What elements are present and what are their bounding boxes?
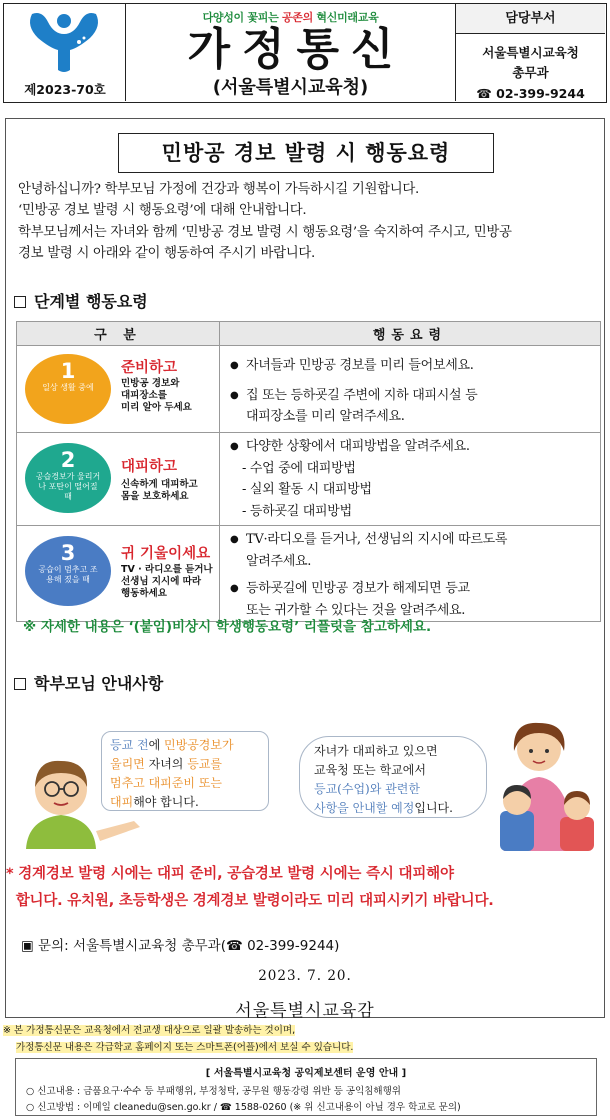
department-name: 서울특별시교육청	[482, 45, 579, 60]
stage-title: 준비하고	[121, 360, 178, 376]
document-title: 민방공 경보 발령 시 행동요령	[118, 133, 494, 173]
intro-line: 경보 발령 시 아래와 같이 행동하여 주시기 바랍니다.	[18, 245, 315, 261]
stage-badge	[25, 354, 111, 424]
action-subitem: - 수업 중에 대피방법	[242, 460, 356, 476]
action-item-continued: 알려주세요.	[246, 553, 312, 569]
department-label: 담당부서	[456, 4, 605, 34]
action-item-continued: 대피장소를 미리 알려주세요.	[246, 409, 405, 424]
logo-cell	[4, 4, 126, 101]
stage-number: 2	[60, 448, 76, 472]
action-item: ● TV·라디오를 듣거나, 선생님의 지시에 따르도록	[230, 529, 592, 551]
table-header-category: 구 분	[17, 322, 220, 346]
intro-line: 안녕하십니까? 학부모님 가정에 건강과 행복이 가득하시길 기원합니다.	[18, 182, 419, 197]
action-item: ● 자녀들과 민방공 경보를 미리 들어보세요.	[230, 355, 592, 377]
section-heading-parents: 학부모님 안내사항	[14, 671, 163, 694]
whistleblower-title: [ 서울특별시교육청 공익제보센터 운영 안내 ]	[205, 1068, 407, 1079]
action-cell	[220, 433, 601, 526]
checkbox-icon	[14, 296, 26, 308]
speech-bubble-right: 자녀가 대피하고 있으면 교육청 또는 학교에서 등교(수업)와 관련한 사항을 안내할 예정입니다.	[299, 736, 487, 818]
speech-bubble-left: 등교 전에 민방공경보가 울리면 자녀의 등교를 멈추고 대피준비 또는 대피해야 합니다.	[101, 731, 269, 811]
whistleblower-box	[15, 1058, 597, 1116]
stage-caption: 공습경보가 울리거나 포탄이 떨어질 때	[35, 472, 101, 501]
checkbox-icon	[14, 678, 26, 690]
stage-number: 3	[60, 541, 76, 565]
contact-info: ▣ 문의: 서울특별시교육청 총무과(☎ 02-399-9244)	[21, 938, 340, 954]
department-phone: ☎ 02-399-9244	[476, 86, 585, 101]
stage-cell	[17, 346, 220, 433]
newsletter-header	[3, 3, 607, 103]
department-division: 총무과	[512, 65, 549, 80]
issue-number: 제2023-70호	[24, 82, 106, 97]
stage-caption: 일상 생활 중에	[42, 383, 94, 392]
footer-note: ※ 본 가정통신문은 교육청에서 전교생 대상으로 일괄 발송하는 것이며, 가정통신문 내용은 각급학교 홈페이지 또는 스마트폰(어플)에서 보실 수 있습니다.	[3, 1025, 354, 1053]
newsletter-title: 가정통신	[187, 24, 406, 75]
action-subitem: - 등하굣길 대피방법	[242, 503, 352, 519]
action-item: ● 등하굣길에 민방공 경보가 해제되면 등교	[230, 578, 592, 600]
table-row	[17, 346, 601, 433]
action-item-continued: 또는 귀가할 수 있다는 것을 알려주세요.	[246, 602, 466, 618]
stage-title: 귀 기울이세요	[121, 546, 211, 562]
action-item: ● 집 또는 등하굣길 주변에 지하 대피시설 등	[230, 385, 592, 407]
family-illustration	[484, 711, 604, 851]
report-method-line: ○ 신고방법 : 이메일 cleanedu@sen.go.kr / ☎ 1588-0260 (※ 위 신고내용이 아닐 경우 학교로 문의)	[26, 1102, 461, 1113]
stage-badge	[25, 536, 111, 606]
department-cell	[456, 4, 605, 101]
reference-note: ※ 자세한 내용은 ‘(붙임)비상시 학생행동요령’ 리플릿을 참고하세요.	[23, 619, 432, 635]
action-item: ● 다양한 상황에서 대피방법을 알려주세요.	[230, 436, 592, 458]
seoul-education-logo	[24, 8, 104, 74]
stage-number: 1	[60, 359, 76, 383]
table-row	[17, 433, 601, 526]
section-heading-steps: 단계별 행동요령	[14, 289, 148, 312]
intro-line: 학부모님께서는 자녀와 함께 ‘민방공 경보 발령 시 행동요령’을 숙지하여 주시고, 민방공	[18, 224, 512, 240]
warning-notice: * 경계경보 발령 시에는 대피 준비, 공습경보 발령 시에는 즉시 대피해야 합니다. 유치원, 초등학생은 경계경보 발령이라도 미리 대피시키기 바랍니다.	[6, 866, 494, 909]
stage-title: 대피하고	[121, 459, 178, 475]
stage-cell	[17, 526, 220, 622]
stage-description: TV · 라디오를 듣거나 선생님 지시에 따라 행동하세요	[121, 564, 213, 599]
issue-date: 2023. 7. 20.	[258, 968, 352, 984]
stage-cell	[17, 433, 220, 526]
stage-badge	[25, 443, 111, 513]
action-table	[16, 321, 601, 622]
newsletter-subtitle: (서울특별시교육청)	[212, 77, 369, 98]
slogan: 다양성이 꽃피는 공존의 혁신미래교육	[202, 11, 379, 24]
stage-description: 민방공 경보와 대피장소를 미리 알아 두세요	[121, 378, 192, 413]
stage-description: 신속하게 대피하고 몸을 보호하세요	[121, 479, 198, 502]
action-subitem: - 실외 활동 시 대피방법	[242, 482, 372, 497]
action-cell	[220, 346, 601, 433]
intro-line: ‘민방공 경보 발령 시 행동요령’에 대해 안내합니다.	[18, 203, 307, 219]
report-content-line: ○ 신고내용 : 금품요구·수수 등 부패행위, 부정청탁, 공무원 행동강령 위반 등 공익침해행위	[26, 1086, 401, 1097]
table-header-actions: 행동요령	[220, 322, 601, 346]
table-row	[17, 526, 601, 622]
signer: 서울특별시교육감	[235, 1001, 375, 1021]
intro-paragraph	[18, 179, 600, 264]
action-cell	[220, 526, 601, 622]
stage-caption: 공습이 멈추고 조용해 졌을 때	[38, 565, 98, 584]
main-content	[5, 118, 605, 1021]
title-cell	[126, 4, 456, 101]
